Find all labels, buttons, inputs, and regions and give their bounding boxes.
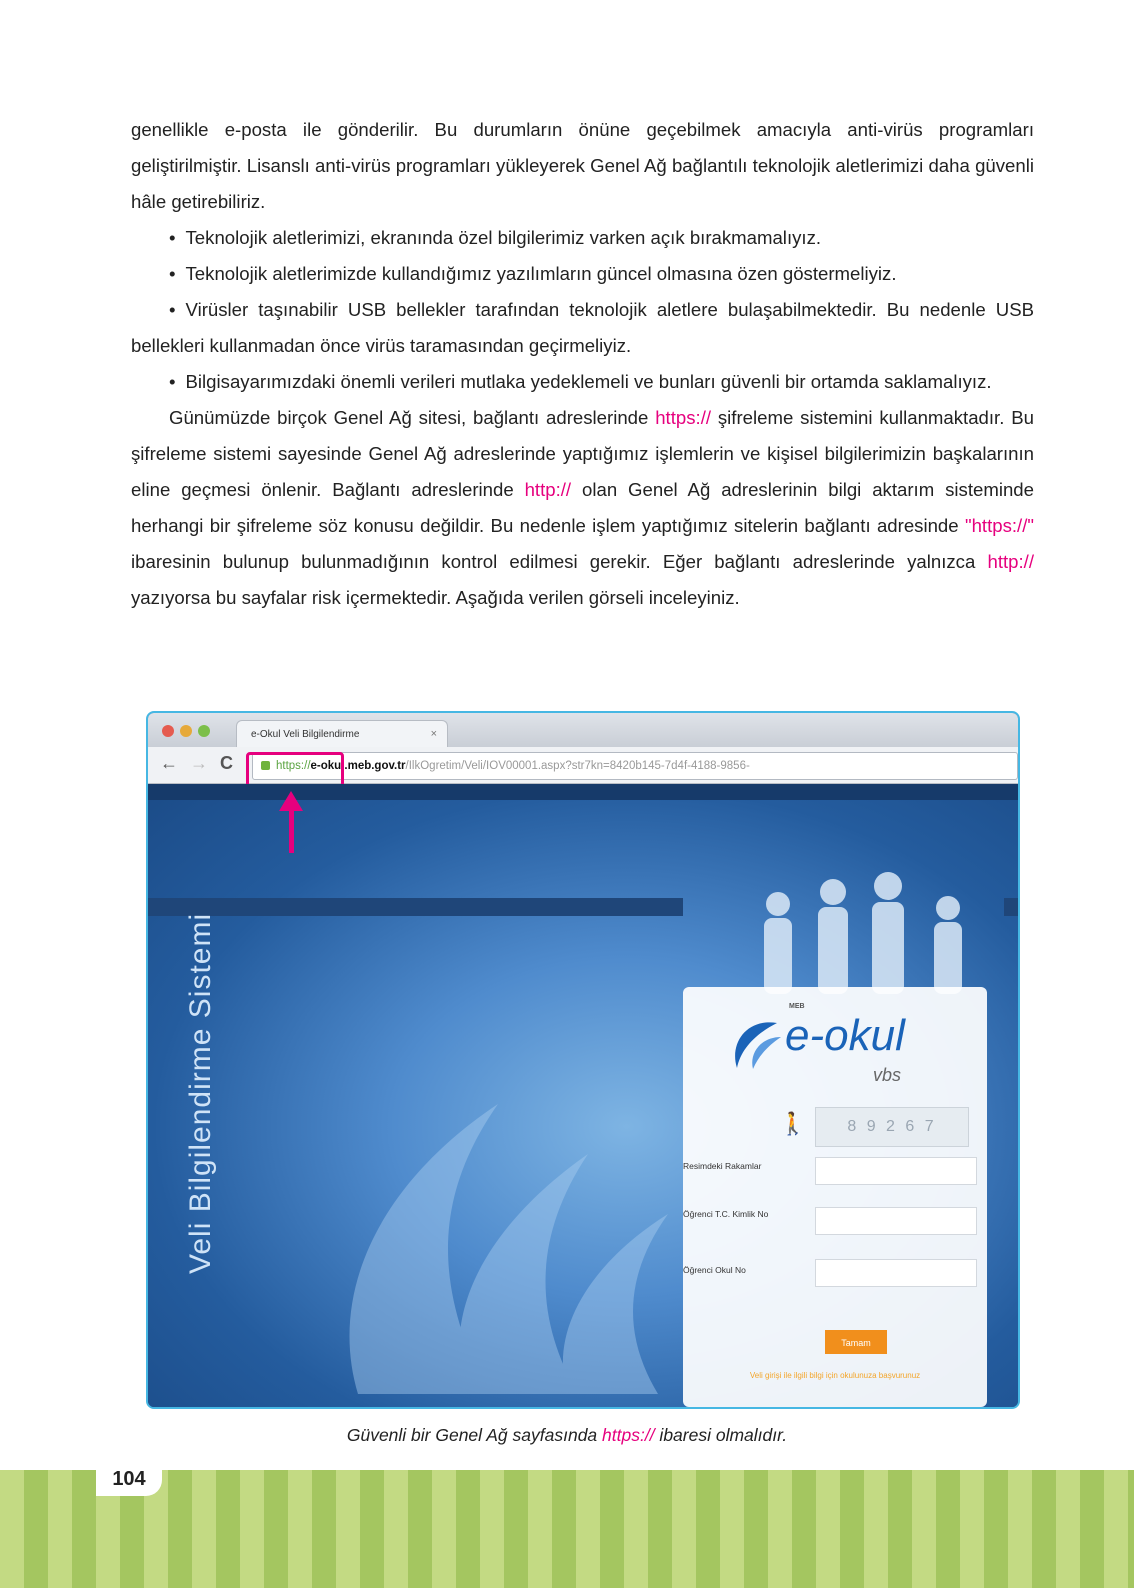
login-panel	[683, 987, 987, 1407]
p2-text-a: Günümüzde birçok Genel Ağ sitesi, bağlantı adreslerinde	[169, 407, 656, 428]
address-bar[interactable]	[252, 752, 1018, 780]
browser-screenshot	[146, 711, 1020, 1409]
p2-text-d: ibaresinin bulunup bulunmadığının kontrol edilmesi gerekir. Eğer bağlantı adreslerinde yalnızca	[131, 551, 988, 572]
window-controls	[162, 724, 216, 742]
logo-name: e-okul	[785, 1011, 905, 1060]
url-host: e-okul.meb.gov.tr	[310, 760, 406, 772]
tab-close-icon[interactable]: ×	[430, 728, 437, 740]
body-text	[131, 112, 1034, 616]
logo-sub: vbs	[873, 1065, 902, 1085]
close-dot-icon[interactable]	[162, 725, 174, 737]
https-highlight-box	[246, 752, 344, 788]
caption-text-b: ibaresi olmalıdır.	[654, 1425, 788, 1445]
eokul-swirl-icon	[727, 1013, 785, 1073]
p2-https-1: https://	[655, 407, 712, 428]
p2-text-c: olan Genel Ağ adreslerinin bilgi aktarım sisteminde herhangi bir şifreleme söz konusu değildir. Bu nedenle işlem yaptığımız sitelerin bağlantı adresinde	[131, 479, 1034, 536]
maximize-dot-icon[interactable]	[198, 725, 210, 737]
bullet-2: • Teknolojik aletlerimizde kullandığımız yazılımların güncel olmasına özen göstermeliyiz.	[131, 256, 1034, 292]
url-path: /IlkOgretim/Veli/IOV00001.aspx?str7kn=8420b145-7d4f-4188-9856-	[405, 760, 750, 772]
people-silhouette-icon	[748, 864, 988, 994]
school-no-input[interactable]	[815, 1259, 977, 1287]
caption-text-a: Güvenli bir Genel Ağ sayfasında	[346, 1425, 603, 1445]
p2-text-e: yazıyorsa bu sayfalar risk içermektedir. Aşağıda verilen görseli inceleyiniz.	[131, 587, 740, 608]
captcha-input[interactable]	[815, 1157, 977, 1185]
p2-text-b: şifreleme sistemini kullanmaktadır. Bu şifreleme sistemi sayesinde Genel Ağ adreslerinde yaptığımız işlemlerin ve kişisel bilgilerimizin başkalarının eline geçmesi önlenir. Bağlantı adreslerinde	[131, 407, 1034, 500]
site-band-right	[1004, 898, 1018, 916]
caption-https: https://	[602, 1425, 655, 1445]
p2-http-1: http://	[524, 479, 572, 500]
website-content	[148, 784, 1018, 1407]
browser-tab[interactable]	[236, 720, 448, 747]
tab-bar	[148, 713, 1018, 747]
back-arrow-icon[interactable]: ←	[160, 753, 178, 773]
paragraph-2	[131, 400, 1034, 616]
field-label-tc-no: Öğrenci T.C. Kimlik No	[683, 1209, 769, 1219]
reload-icon[interactable]: C	[220, 753, 233, 773]
forward-arrow-icon[interactable]: →	[190, 753, 208, 773]
logo-prefix: MEB	[789, 1003, 805, 1010]
site-band-left	[148, 898, 683, 916]
footer-stripes	[0, 1470, 1134, 1588]
login-footnote: Veli girişi ile ilgili bilgi için okulunuza başvurunuz	[749, 1371, 921, 1380]
bullet-4: • Bilgisayarımızdaki önemli verileri mutlaka yedeklemeli ve bunları güvenli bir ortamda saklamalıyız.	[131, 364, 1034, 400]
bullet-3: • Virüsler taşınabilir USB bellekler tarafından teknolojik aletlere bulaşabilmektedir. Bu nedenle USB bellekleri kullanmadan önce virüs taramasından geçirmeliyiz.	[131, 292, 1034, 364]
tab-title: e-Okul Veli Bilgilendirme	[251, 729, 360, 740]
p2-https-2: "https://"	[964, 515, 1034, 536]
p2-http-2: http://	[987, 551, 1034, 572]
tc-no-input[interactable]	[815, 1207, 977, 1235]
captcha-image: 8 9 2 6 7	[815, 1107, 969, 1147]
bullet-1: • Teknolojik aletlerimizi, ekranında özel bilgilerimiz varken açık bırakmamalıyız.	[131, 220, 1034, 256]
field-label-school-no: Öğrenci Okul No	[683, 1265, 746, 1275]
pointer-arrow-icon	[279, 791, 303, 811]
page-number: 104	[96, 1462, 162, 1496]
url-scheme: https://	[276, 760, 311, 772]
login-button[interactable]: Tamam	[825, 1330, 887, 1354]
figure-caption	[0, 1425, 1134, 1446]
paragraph-1: genellikle e-posta ile gönderilir. Bu durumların önüne geçebilmek amacıyla anti-virüs programları geliştirilmiştir. Lisanslı anti-virüs programları yükleyerek Genel Ağ bağlantılı teknolojik aletlerimizi daha güvenli hâle getirebiliriz.	[131, 119, 1034, 212]
minimize-dot-icon[interactable]	[180, 725, 192, 737]
accessibility-walker-icon[interactable]: 🚶	[779, 1111, 807, 1136]
eokul-logo	[723, 1003, 953, 1083]
swoosh-graphic-icon	[318, 1064, 678, 1404]
site-vertical-title: Veli Bilgilendirme Sistemi	[184, 912, 217, 1274]
field-label-captcha: Resimdeki Rakamlar	[683, 1161, 762, 1171]
pointer-arrow-shaft	[289, 811, 294, 853]
